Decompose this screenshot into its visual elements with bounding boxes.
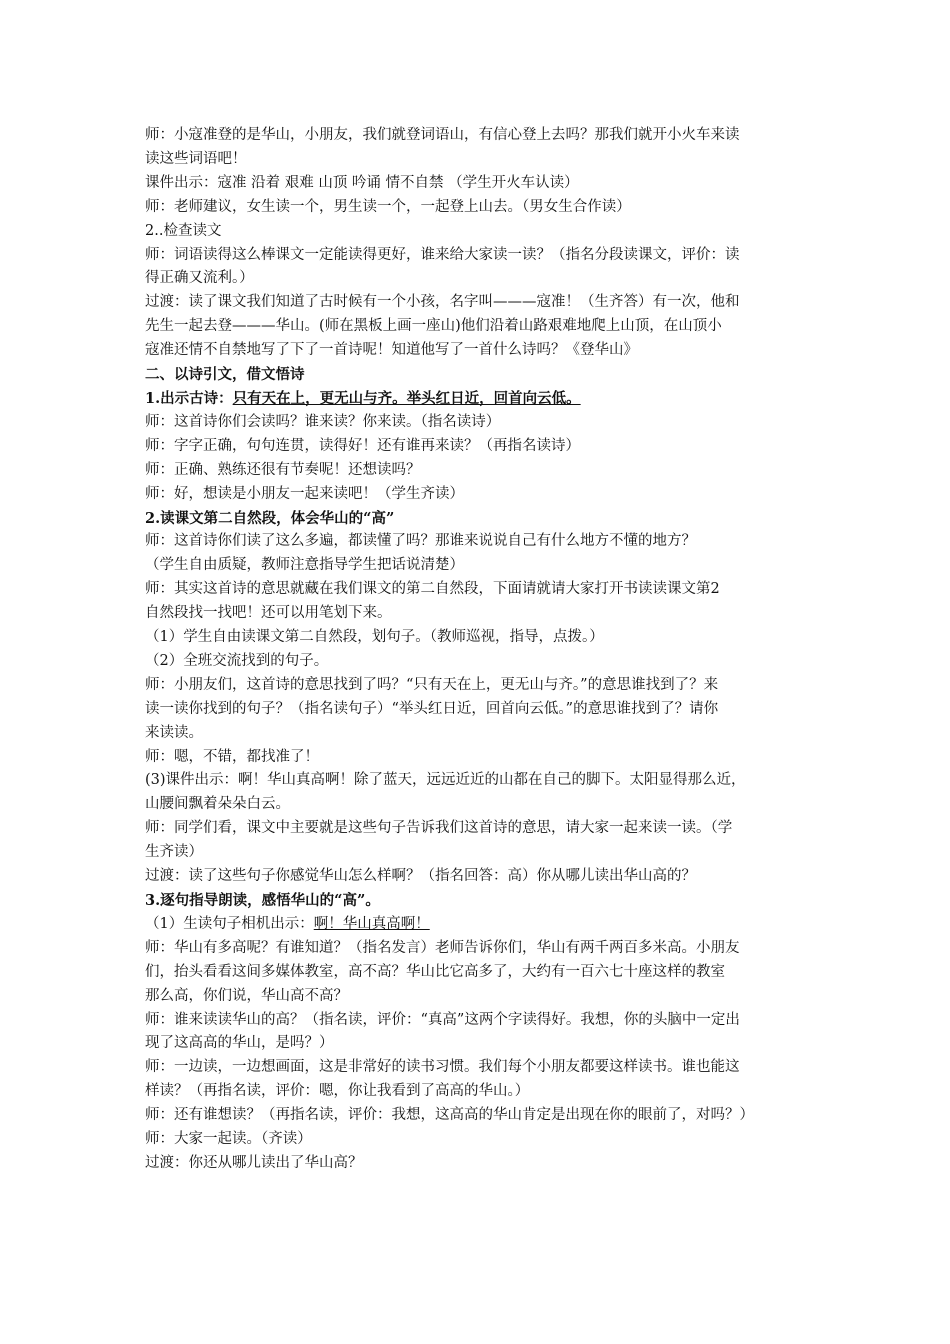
text-segment: 来读读。: [145, 724, 203, 741]
text-line: [145, 1104, 813, 1128]
text-segment: 课件出示：寇准 沿着 艰难 山顶 吟诵 情不自禁 （学生开火车认读）: [145, 174, 579, 191]
text-segment: 师：华山有多高呢？有谁知道？（指名发言）老师告诉你们，华山有两千两百多米高。小朋友: [145, 939, 740, 956]
text-segment: 生齐读）: [145, 844, 203, 861]
text-segment: 过渡：读了课文我们知道了古时候有一个小孩，名字叫———寇准！（生齐答）有一次，他和: [145, 294, 740, 311]
text-line: [145, 315, 813, 339]
text-segment: 过渡：读了这些句子你感觉华山怎么样啊？（指名回答：高）你从哪儿读出华山高的？: [145, 868, 696, 885]
text-segment: 自然段找一找吧！还可以用笔划下来。: [145, 605, 392, 622]
text-line: [145, 650, 813, 674]
text-line: [145, 722, 813, 746]
text-segment: 2..检查读文: [145, 222, 222, 239]
text-line: [145, 746, 813, 770]
text-line: [145, 913, 813, 937]
text-segment: 师：同学们看，课文中主要就是这些句子告诉我们这首诗的意思，请大家一起来读一读。（学: [145, 820, 733, 837]
text-line: [145, 602, 813, 626]
text-segment: 读一读你找到的句子？（指名读句子）“举头红日近，回首向云低。”的意思谁找到了？请你: [145, 700, 719, 717]
text-segment: 师：谁来读读华山的高？（指名读，评价：“真高”这两个字读得好。我想，你的头脑中一定出: [145, 1011, 740, 1028]
document-body: [145, 124, 813, 1176]
section-heading: [145, 889, 813, 913]
text-segment: 师：好，想读是小朋友一起来读吧！（学生齐读）: [145, 485, 464, 502]
text-segment: （1）生读句子相机出示：: [145, 915, 314, 932]
text-segment: 师：正确、熟练还很有节奏呢！还想读吗？: [145, 461, 421, 478]
text-line: [145, 459, 813, 483]
text-segment: 样读？（再指名读，评价：嗯，你让我看到了高高的华山。）: [145, 1083, 530, 1100]
text-segment: 1.出示古诗：: [145, 389, 233, 407]
text-line: [145, 865, 813, 889]
text-line: [145, 793, 813, 817]
text-line: [145, 1009, 813, 1033]
section-heading: [145, 387, 813, 411]
underlined-text: 啊！华山真高啊！: [313, 915, 430, 932]
text-line: [145, 554, 813, 578]
text-segment: 师：嗯，不错，都找准了！: [145, 748, 319, 765]
text-line: [145, 530, 813, 554]
text-segment: 师：这首诗你们会读吗？谁来读？你来读。（指名读诗）: [145, 413, 501, 430]
text-segment: 3.逐句指导朗读，感悟华山的“高”。: [145, 892, 380, 909]
text-segment: 师：还有谁想读？（再指名读，评价：我想，这高高的华山肯定是出现在你的眼前了，对吗？）: [145, 1107, 754, 1124]
text-line: [145, 1056, 813, 1080]
text-line: [145, 196, 813, 220]
text-line: [145, 1080, 813, 1104]
text-segment: 师：这首诗你们读了这么多遍，都读懂了吗？那谁来说说自己有什么地方不懂的地方？: [145, 533, 696, 550]
text-line: [145, 1032, 813, 1056]
text-line: [145, 1152, 813, 1176]
text-segment: (3)课件出示：啊！华山真高啊！除了蓝天，远远近近的山都在自己的脚下。太阳显得那么近，: [145, 772, 746, 789]
text-line: [145, 578, 813, 602]
text-segment: 师：字字正确，句句连贯，读得好！还有谁再来读？（再指名读诗）: [145, 437, 580, 454]
section-heading: [145, 363, 813, 387]
text-segment: 师：大家一起读。（齐读）: [145, 1131, 312, 1148]
text-segment: 2.读课文第二自然段，体会华山的“高”: [145, 509, 395, 527]
text-segment: 山腰间飘着朵朵白云。: [145, 796, 290, 813]
text-segment: （学生自由质疑，教师注意指导学生把话说清楚）: [145, 557, 464, 574]
text-line: [145, 291, 813, 315]
section-heading: [145, 507, 813, 531]
text-line: [145, 937, 813, 961]
text-line: [145, 339, 813, 363]
text-segment: （1）学生自由读课文第二自然段，划句子。（教师巡视，指导，点拨。）: [145, 629, 604, 646]
text-line: [145, 244, 813, 268]
text-segment: 过渡：你还从哪儿读出了华山高？: [145, 1154, 363, 1171]
text-segment: 现了这高高的华山，是吗？）: [145, 1035, 334, 1052]
text-segment: 师：老师建议，女生读一个，男生读一个，一起登上山去。（男女生合作读）: [145, 198, 631, 215]
text-line: [145, 698, 813, 722]
text-segment: 寇准还情不自禁地写了下了一首诗呢！知道他写了一首什么诗吗？《登华山》: [145, 342, 638, 359]
text-line: [145, 817, 813, 841]
text-line: [145, 985, 813, 1009]
text-line: [145, 267, 813, 291]
text-line: [145, 769, 813, 793]
text-line: [145, 148, 813, 172]
text-segment: （2）全班交流找到的句子。: [145, 652, 329, 669]
text-line: [145, 674, 813, 698]
text-segment: 师：词语读得这么棒课文一定能读得更好，谁来给大家读一读？（指名分段读课文，评价：读: [145, 246, 740, 263]
text-segment: 师：小朋友们，这首诗的意思找到了吗？“只有天在上，更无山与齐。”的意思谁找到了？来: [145, 676, 719, 693]
text-line: [145, 1128, 813, 1152]
text-line: [145, 220, 813, 244]
text-segment: 师：小寇准登的是华山，小朋友，我们就登词语山，有信心登上去吗？那我们就开小火车来读: [145, 127, 740, 143]
text-segment: 师：一边读，一边想画面，这是非常好的读书习惯。我们每个小朋友都要这样读书。谁也能这: [145, 1059, 740, 1076]
underlined-text: 只有天在上，更无山与齐。举头红日近，回首向云低。: [232, 389, 581, 407]
text-line: [145, 411, 813, 435]
text-segment: 师：其实这首诗的意思就藏在我们课文的第二自然段，下面请就请大家打开书读读课文第2: [145, 581, 720, 598]
text-segment: 先生一起去登———华山。(师在黑板上画一座山)他们沿着山路艰难地爬上山顶，在山顶小: [145, 318, 722, 335]
text-line: [145, 626, 813, 650]
text-segment: 二、以诗引文，借文悟诗: [145, 366, 305, 384]
text-line: [145, 172, 813, 196]
text-segment: 读这些词语吧！: [145, 150, 247, 167]
text-line: [145, 124, 813, 148]
text-line: [145, 435, 813, 459]
text-segment: 们，抬头看看这间多媒体教室，高不高？华山比它高多了，大约有一百六七十座这样的教室: [145, 963, 725, 980]
text-line: [145, 841, 813, 865]
text-segment: 得正确又流利。）: [145, 270, 254, 287]
text-segment: 那么高，你们说，华山高不高？: [145, 987, 348, 1004]
text-line: [145, 483, 813, 507]
text-line: [145, 961, 813, 985]
